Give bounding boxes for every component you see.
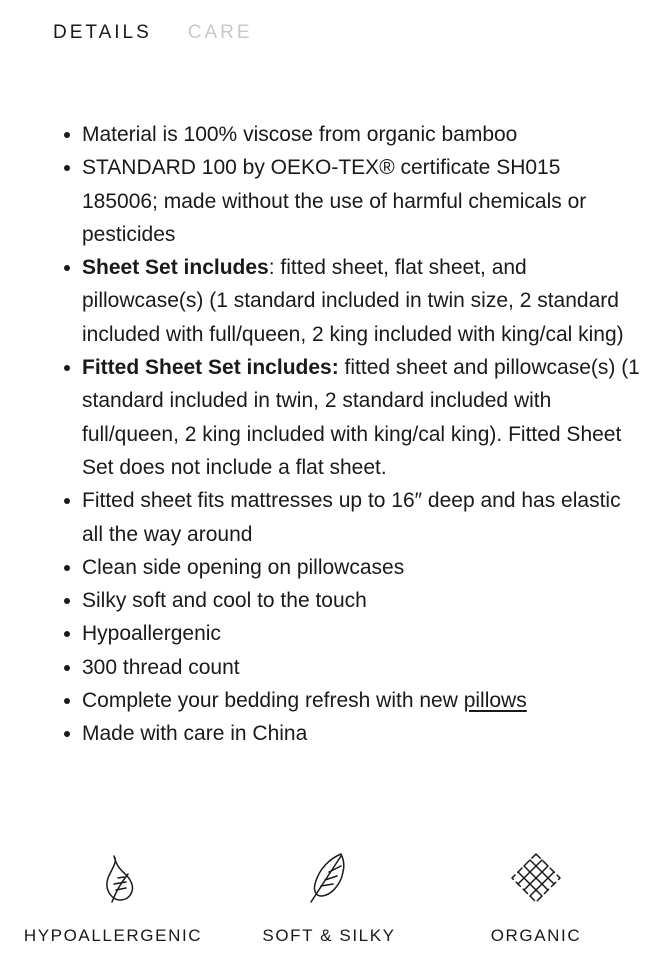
- tab-care[interactable]: CARE: [187, 22, 253, 43]
- feature-label: SOFT & SILKY: [262, 926, 396, 945]
- list-item-text: Silky soft and cool to the touch: [82, 589, 367, 613]
- list-item-text: Made with care in China: [82, 722, 308, 746]
- list-item: [82, 484, 642, 551]
- list-item-text: Complete your bedding refresh with new: [82, 689, 464, 713]
- list-item-text: STANDARD 100 by OEKO-TEX® certificate SH015 185006; made without the use of harmful chemicals or pesticides: [82, 156, 587, 246]
- list-item: [82, 617, 642, 650]
- feature-icons-row: [0, 850, 655, 960]
- list-item: [82, 151, 642, 251]
- list-item: [82, 584, 642, 617]
- list-item-bold: Sheet Set includes: [82, 256, 269, 280]
- weave-icon: [508, 850, 564, 906]
- feature-soft-silky: [229, 850, 429, 946]
- list-item-text: : fitted sheet, flat sheet, and pillowcase(s) (1 standard included in twin size, 2 standard included with full/queen, 2 king included with king/cal king): [82, 256, 624, 346]
- list-item: [82, 251, 642, 351]
- feature-icon: [301, 850, 357, 906]
- list-item: [82, 351, 642, 484]
- list-item-text: Material is 100% viscose from organic bamboo: [82, 123, 518, 146]
- pillows-link[interactable]: pillows: [463, 689, 527, 713]
- feature-organic: [436, 850, 636, 946]
- tab-details[interactable]: DETAILS: [53, 22, 152, 43]
- list-item-text: 300 thread count: [82, 655, 240, 679]
- details-list: [58, 118, 642, 751]
- list-item: [82, 684, 642, 717]
- list-item: [82, 651, 642, 684]
- list-item: [82, 717, 642, 750]
- list-item-text: Clean side opening on pillowcases: [82, 555, 405, 579]
- list-item-text: fitted sheet and pillowcase(s) (1 standard included in twin, 2 standard included with full/queen, 2 king included with king/cal king). Fitted Sheet Set does not include a flat sheet.: [82, 356, 640, 479]
- list-item-bold: Fitted Sheet Set includes:: [82, 356, 339, 380]
- list-item: [82, 551, 642, 584]
- leaf-icon: [92, 850, 148, 906]
- feature-hypoallergenic: [20, 850, 220, 946]
- feature-label: ORGANIC: [490, 926, 582, 945]
- list-item: [82, 118, 642, 151]
- list-item-text: Fitted sheet fits mattresses up to 16″ deep and has elastic all the way around: [82, 489, 621, 546]
- tab-bar: [53, 22, 253, 44]
- list-item-text: Hypoallergenic: [82, 622, 221, 646]
- feature-label: HYPOALLERGENIC: [23, 926, 203, 945]
